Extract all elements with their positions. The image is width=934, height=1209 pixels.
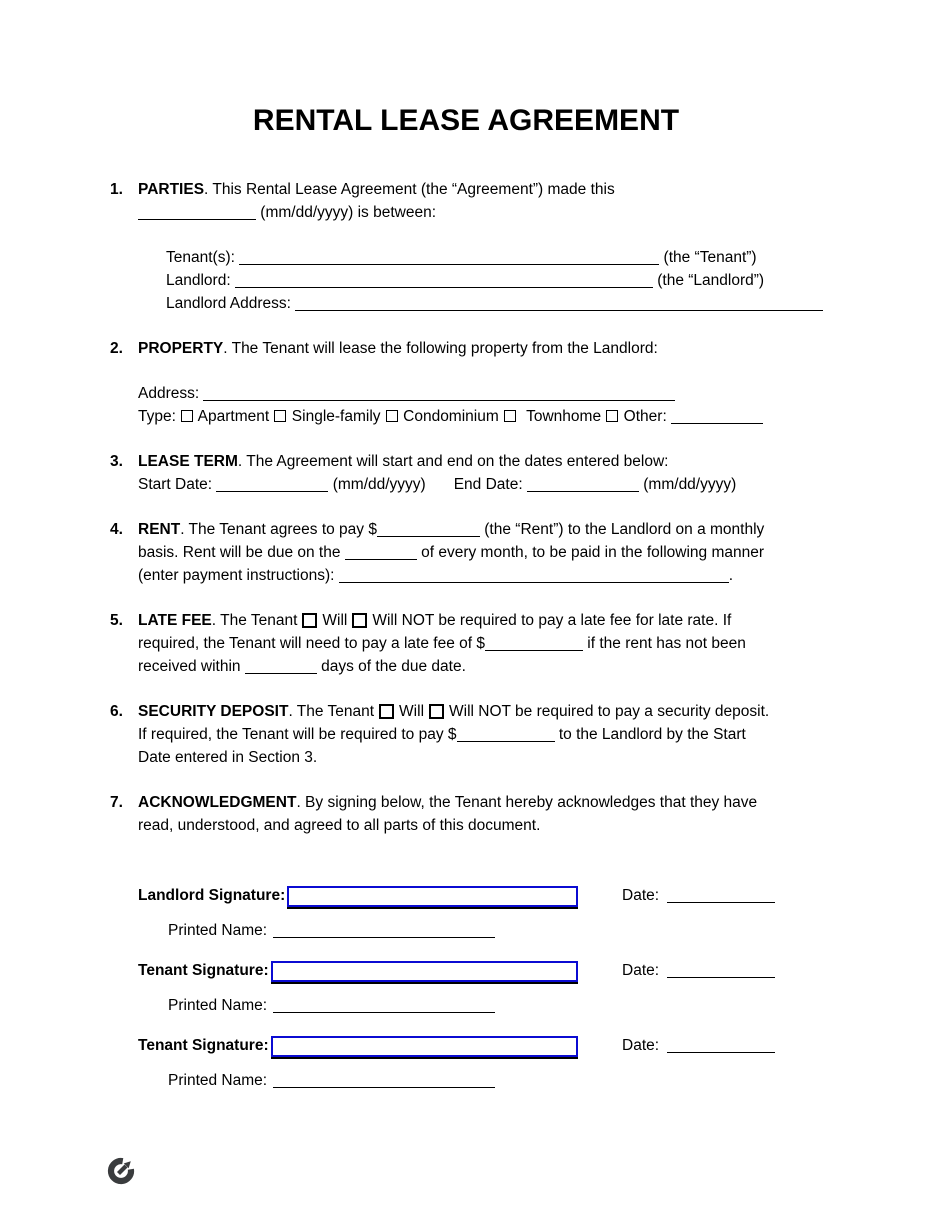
section-number: 7. — [110, 794, 123, 811]
signature-row — [138, 883, 822, 909]
section-number: 5. — [110, 612, 123, 629]
spacer — [138, 224, 822, 246]
form-line — [138, 564, 822, 587]
section-number: 6. — [110, 703, 123, 720]
printed-name-label: Printed Name: — [168, 1072, 268, 1089]
text: basis. Rent will be due on the — [138, 544, 345, 561]
text: Will NOT be required to pay a late fee for late rate. If — [372, 612, 732, 629]
date-label: Date: — [622, 887, 660, 904]
text: . — [728, 567, 734, 584]
form-line — [138, 382, 822, 405]
text: Townhome — [522, 408, 606, 425]
date-blank — [667, 966, 775, 978]
text: . The Tenant will lease the following property from the Landlord: — [223, 340, 658, 357]
section-body — [138, 700, 822, 769]
end-date-blank — [527, 480, 639, 492]
date-label: Date: — [622, 1037, 660, 1054]
spacer — [138, 360, 822, 382]
form-line — [138, 201, 822, 224]
text: (the “Tenant”) — [659, 249, 757, 266]
text: . The Tenant — [288, 703, 375, 720]
text: to the Landlord by the Start — [554, 726, 746, 743]
section-heading: PROPERTY — [138, 340, 224, 357]
text: Date entered in Section 3. — [138, 749, 318, 766]
other-checkbox[interactable] — [606, 410, 618, 422]
late-fee-will-checkbox[interactable] — [302, 613, 317, 628]
section-heading: SECURITY DEPOSIT — [138, 703, 289, 720]
section-body — [138, 337, 822, 428]
text: of every month, to be paid in the following manner — [416, 544, 765, 561]
form-line — [138, 746, 822, 769]
form-line — [138, 791, 822, 814]
landlord-signature-input[interactable] — [287, 886, 578, 907]
printed-name-blank — [273, 1076, 495, 1088]
signature-label: Tenant Signature: — [138, 1037, 269, 1054]
printed-name-row — [168, 994, 822, 1017]
signature-area — [110, 883, 822, 1092]
tenant-names-blank — [239, 253, 659, 265]
text: . The Tenant — [211, 612, 298, 629]
text: Type: — [138, 408, 181, 425]
text: . The Tenant agrees to pay $ — [180, 521, 377, 538]
signature-block — [138, 958, 822, 1017]
agreement-date-blank — [138, 208, 256, 220]
text: Will — [399, 703, 425, 720]
deposit-will-checkbox[interactable] — [379, 704, 394, 719]
property-address-blank — [203, 389, 675, 401]
printed-name-blank — [273, 926, 495, 938]
text: Condominium — [398, 408, 504, 425]
late-fee-will-not-checkbox[interactable] — [352, 613, 367, 628]
signature-label: Tenant Signature: — [138, 962, 269, 979]
date-label: Date: — [622, 962, 660, 979]
section-number: 1. — [110, 181, 123, 198]
text: (mm/dd/yyyy) — [328, 476, 426, 493]
text: Single-family — [287, 408, 385, 425]
section-body — [138, 450, 822, 496]
text: received within — [138, 658, 245, 675]
text: Will — [322, 612, 348, 629]
printed-name-row — [168, 1069, 822, 1092]
form-line — [138, 518, 822, 541]
deposit-will-not-checkbox[interactable] — [429, 704, 444, 719]
form-line — [138, 814, 822, 837]
tenant-signature-input-1[interactable] — [271, 961, 578, 982]
section-heading: RENT — [138, 521, 181, 538]
deposit-amount-blank — [457, 730, 555, 742]
form-line — [166, 269, 822, 292]
section-heading: LEASE TERM — [138, 453, 238, 470]
form-line — [138, 473, 822, 496]
section-body — [138, 791, 822, 837]
text: Apartment — [194, 408, 274, 425]
text: (enter payment instructions): — [138, 567, 339, 584]
landlord-name-blank — [235, 276, 653, 288]
text: Tenant(s): — [166, 249, 240, 266]
rent-due-day-blank — [345, 548, 417, 560]
section-number: 2. — [110, 340, 123, 357]
form-line — [138, 609, 822, 632]
text: Will NOT be required to pay a security deposit. — [449, 703, 770, 720]
condominium-checkbox[interactable] — [386, 410, 398, 422]
date-blank — [667, 1041, 775, 1053]
section-security-deposit — [110, 700, 822, 769]
signature-row — [138, 958, 822, 984]
text: (the “Rent”) to the Landlord on a monthly — [479, 521, 765, 538]
tenant-signature-input-2[interactable] — [271, 1036, 578, 1057]
late-fee-days-blank — [245, 662, 317, 674]
section-heading: PARTIES — [138, 181, 205, 198]
section-body — [138, 178, 822, 315]
text: required, the Tenant will need to pay a late fee of $ — [138, 635, 485, 652]
form-line — [138, 337, 822, 360]
form-line — [138, 450, 822, 473]
text: Start Date: — [138, 476, 217, 493]
circular-arrow-logo-icon — [106, 1154, 138, 1186]
rent-amount-blank — [377, 525, 480, 537]
form-line — [138, 405, 822, 428]
townhome-checkbox[interactable] — [504, 410, 516, 422]
section-heading: LATE FEE — [138, 612, 212, 629]
date-group — [622, 887, 822, 905]
date-group — [622, 1037, 822, 1055]
section-parties — [110, 178, 822, 315]
date-blank — [667, 891, 775, 903]
section-body — [138, 609, 822, 678]
start-date-blank — [216, 480, 328, 492]
form-line — [138, 723, 822, 746]
section-number: 3. — [110, 453, 123, 470]
apartment-checkbox[interactable] — [181, 410, 193, 422]
signature-block — [138, 883, 822, 942]
section-lease-term — [110, 450, 822, 496]
printed-name-label: Printed Name: — [168, 922, 268, 939]
printed-name-row — [168, 919, 822, 942]
section-rent — [110, 518, 822, 587]
text: . This Rental Lease Agreement (the “Agreement”) made this — [204, 181, 615, 198]
text: Landlord Address: — [166, 295, 296, 312]
text: Landlord: — [166, 272, 235, 289]
landlord-address-blank — [295, 299, 823, 311]
date-group — [622, 962, 822, 980]
section-body — [138, 518, 822, 587]
signature-row — [138, 1033, 822, 1059]
form-line — [166, 246, 822, 269]
section-property — [110, 337, 822, 428]
section-acknowledgment — [110, 791, 822, 837]
form-line — [166, 292, 822, 315]
text: if the rent has not been — [582, 635, 746, 652]
payment-instructions-blank — [339, 571, 729, 583]
signature-label: Landlord Signature: — [138, 887, 286, 904]
text: (mm/dd/yyyy) is between: — [256, 204, 437, 221]
form-line — [138, 655, 822, 678]
section-heading: ACKNOWLEDGMENT — [138, 794, 297, 811]
signature-block — [138, 1033, 822, 1092]
form-line — [138, 632, 822, 655]
section-late-fee — [110, 609, 822, 678]
form-line — [138, 178, 822, 201]
printed-name-label: Printed Name: — [168, 997, 268, 1014]
text: If required, the Tenant will be required to pay $ — [138, 726, 457, 743]
text: (the “Landlord”) — [652, 272, 765, 289]
form-line — [138, 700, 822, 723]
late-fee-amount-blank — [485, 639, 583, 651]
sections — [110, 178, 822, 837]
text: . The Agreement will start and end on the dates entered below: — [237, 453, 669, 470]
text: End Date: — [453, 476, 527, 493]
text: days of the due date. — [316, 658, 466, 675]
text: . By signing below, the Tenant hereby acknowledges that they have — [296, 794, 758, 811]
section-number: 4. — [110, 521, 123, 538]
text: Other: — [619, 408, 672, 425]
text: read, understood, and agreed to all parts of this document. — [138, 817, 541, 834]
text: (mm/dd/yyyy) — [638, 476, 737, 493]
text: Address: — [138, 385, 204, 402]
form-line — [138, 541, 822, 564]
document-title: RENTAL LEASE AGREEMENT — [252, 104, 680, 137]
printed-name-blank — [273, 1001, 495, 1013]
other-type-blank — [671, 412, 763, 424]
single-family-checkbox[interactable] — [274, 410, 286, 422]
